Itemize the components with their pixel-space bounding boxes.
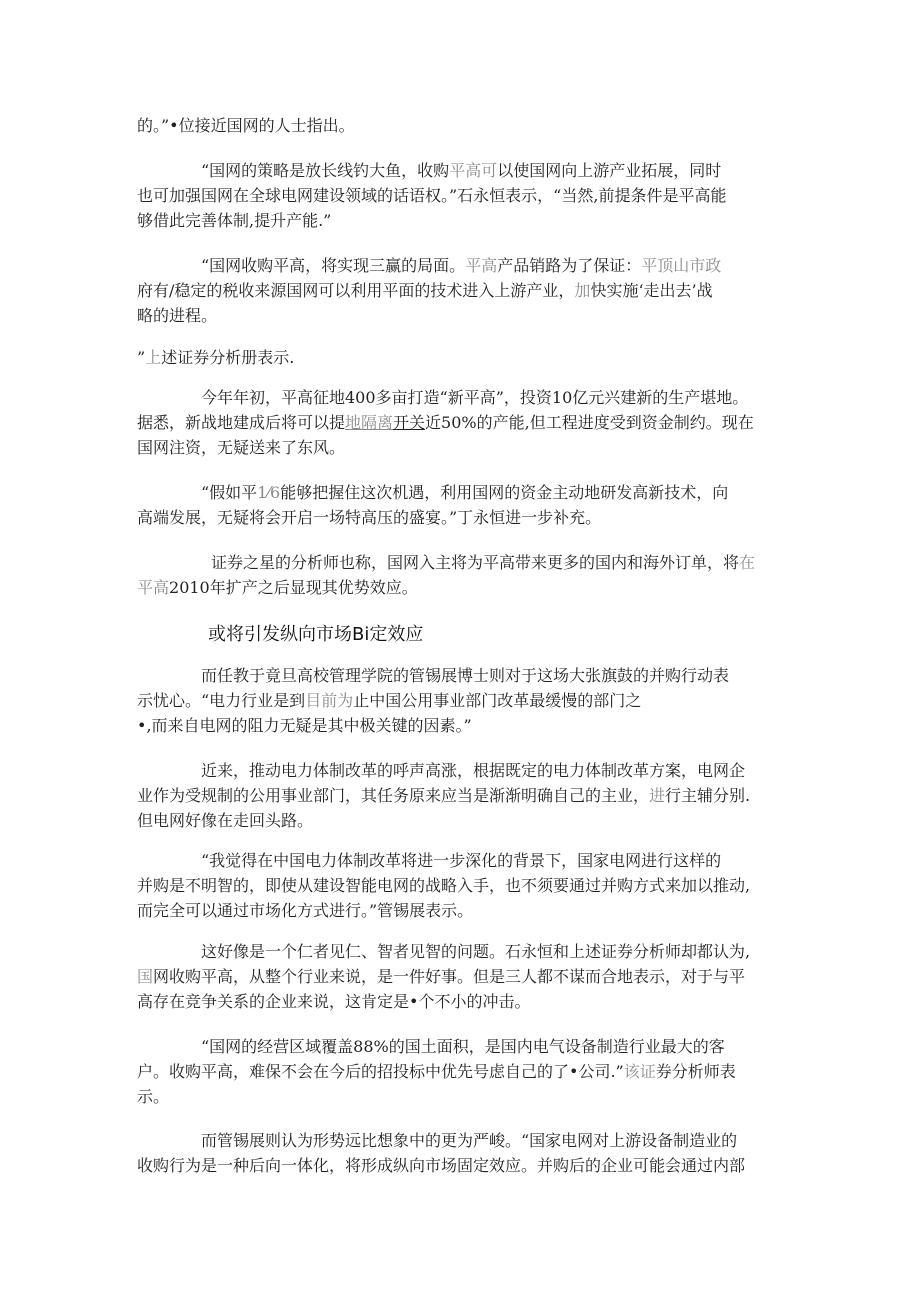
paragraph-4 [137, 385, 787, 460]
text-line [137, 663, 787, 688]
text-run: 能够把握住这次机遇，利用国网的资金主动地研发高新技术，向 [280, 483, 729, 502]
text-line [137, 1034, 787, 1059]
faded-text: 加 [574, 281, 591, 300]
text-line [137, 550, 787, 575]
text-run: 业作为受规制的公用事业部门，其任务原来应当是渐渐明确自己的主业， [137, 786, 650, 805]
text-line [137, 183, 787, 208]
text-line [137, 385, 787, 410]
text-run: 收购行为是一种后向一体化，将形成纵向市场固定效应。并购后的企业可能会通过内部 [137, 1156, 746, 1175]
faded-text: 平高可 [449, 161, 498, 180]
text-run: 示忧心。“电力行业是到 [137, 691, 306, 710]
paragraph-12 [137, 1128, 787, 1178]
text-line [137, 435, 787, 460]
text-run: 也可加强国网在全球电网建设领域的话语权。”石永恒表示，“当然,前提条件是平高能 [137, 186, 727, 205]
text-run: 这好像是一个仁者见仁、智者见智的问题。石永恒和上述证券分析师却都认为, [201, 942, 751, 961]
text-run: 网收购平高，从整个行业来说，是一件好事。但是三人都不谋而合地表示，对于与平 [153, 967, 746, 986]
paragraph-7 [137, 663, 787, 738]
text-run: 但电网好像在走回头路。 [137, 811, 314, 830]
text-run: •,而来自电网的阻力无疑是其中极关键的因素。” [137, 716, 472, 735]
text-run: 2010年扩产之后显现其优势效应。 [169, 578, 418, 597]
text-line [137, 758, 787, 783]
text-line [137, 989, 787, 1014]
faded-text: 平高 [465, 256, 498, 275]
text-line [137, 964, 787, 989]
text-run: 国网可以利用平面的技术进入上游产业， [286, 281, 575, 300]
text-line [137, 898, 787, 923]
text-run: “国网的策略是放长线钓大鱼，收购 [201, 161, 450, 180]
text-run: 产品销路为了保证： [497, 256, 642, 275]
text-line [137, 848, 787, 873]
text-run: 行主辅分别. [665, 786, 751, 805]
section-heading: 或将引发纵向市场Bi定效应 [208, 624, 424, 645]
text-run: 止中国公用事业部门改革最缓慢的部门之 [353, 691, 642, 710]
text-run: 近50%的产能,但工程进度受到资金制约。现在 [425, 413, 754, 432]
text-line [137, 1084, 787, 1109]
faded-text: 国 [137, 967, 154, 986]
text-run: 国网注资，无疑送来了东风。 [137, 438, 346, 457]
text-line [137, 939, 787, 964]
paragraph-6 [137, 550, 787, 600]
paragraph-3 [137, 345, 787, 370]
faded-text: 上 [145, 348, 162, 367]
text-run: 券分析师表 [655, 1062, 736, 1081]
text-line [137, 783, 787, 808]
text-run: 而任教于竟旦高校管理学院的管锡展博士则对于这场大张旗鼓的并购行动表 [201, 666, 730, 685]
text-run: ” [137, 348, 146, 367]
text-line [137, 253, 787, 278]
text-line [137, 345, 787, 370]
text-line [137, 208, 787, 233]
text-run: 近来，推动电力体制改革的呼声高涨，根据既定的电力体制改革方案，电网企 [201, 761, 746, 780]
paragraph-0 [137, 113, 787, 138]
text-line [137, 808, 787, 833]
text-run: 高端发展，无疑将会开启一场特高压的盛宴。”丁永恒进一步补充。 [137, 508, 602, 527]
text-run: “国网收购平高，将实现三赢的局面。 [201, 256, 466, 275]
text-run: 的。”•位接近国网的人士指出。 [137, 116, 355, 135]
text-run: “国网的经营区域覆盖88%的国土面积，是国内电气设备制造行业最大的客 [201, 1037, 725, 1056]
text-run: “假如平 [201, 483, 258, 502]
text-run: “我觉得在中国电力体制改革将进一步深化的背景下，国家电网进行这样的 [201, 851, 722, 870]
text-run: 略的进程。 [137, 306, 218, 325]
text-line [137, 278, 787, 303]
text-line [137, 410, 787, 435]
faded-text: 进 [649, 786, 666, 805]
faded-text: 地隔离 [345, 413, 394, 432]
text-run: 快实施‘走出去’战 [590, 281, 713, 300]
faded-text: 目前为 [305, 691, 354, 710]
text-run: 而完全可以通过市场化方式进行。”管锡展表示。 [137, 901, 474, 920]
paragraph-1 [137, 158, 787, 233]
text-line [137, 688, 787, 713]
text-run: 户。收购平高，难保不会在今后的招投标中优先号虑自己的了•公司.” [137, 1062, 624, 1081]
text-line [137, 1153, 787, 1178]
text-line [137, 505, 787, 530]
text-run: 示。 [137, 1087, 170, 1106]
text-run: 证券之星的分析师也称，国网入主将为平高带来更多的国内和海外订单，将 [211, 553, 740, 572]
faded-text: 1⁄6 [257, 483, 281, 502]
text-line [137, 713, 787, 738]
text-line [137, 1059, 787, 1084]
text-line [137, 480, 787, 505]
text-line [137, 1128, 787, 1153]
text-run: 而管锡展则认为形势远比想象中的更为严峻。“国家电网对上游设备制造业的 [201, 1131, 738, 1150]
text-line [137, 873, 787, 898]
paragraph-11 [137, 1034, 787, 1109]
text-line [137, 575, 787, 600]
text-run: 高存在竞争关系的企业来说，这肯定是•个不小的冲击。 [137, 992, 531, 1011]
faded-text: 在 [739, 553, 756, 572]
paragraph-5 [137, 480, 787, 530]
text-run: 述证券分析册表示. [161, 348, 295, 367]
paragraph-8 [137, 758, 787, 833]
text-run: 够借此完善体制,提升产能.” [137, 211, 332, 230]
paragraph-2 [137, 253, 787, 328]
text-line [137, 113, 787, 138]
text-line [137, 158, 787, 183]
faded-text: 平顶山市政 [641, 256, 722, 275]
faded-text: 平高 [137, 578, 170, 597]
paragraph-10 [137, 939, 787, 1014]
text-run: 今年年初，平高征地400多亩打造“新平高”，投资10亿元兴建新的生产堪地。 [201, 388, 749, 407]
text-line [137, 303, 787, 328]
text-run: 府有/稳定的税收来源 [137, 281, 287, 300]
paragraph-9 [137, 848, 787, 923]
text-run: 据悉，新战地建成后将可以提 [137, 413, 346, 432]
faded-text: 该证 [623, 1062, 656, 1081]
text-run: 并购是不明智的，即使从建设智能电网的战略入手，也不须要通过并购方式来加以推动, [137, 876, 751, 895]
text-run: 开关 [393, 413, 426, 432]
text-run: 以使国网向上游产业拓展，同时 [497, 161, 722, 180]
